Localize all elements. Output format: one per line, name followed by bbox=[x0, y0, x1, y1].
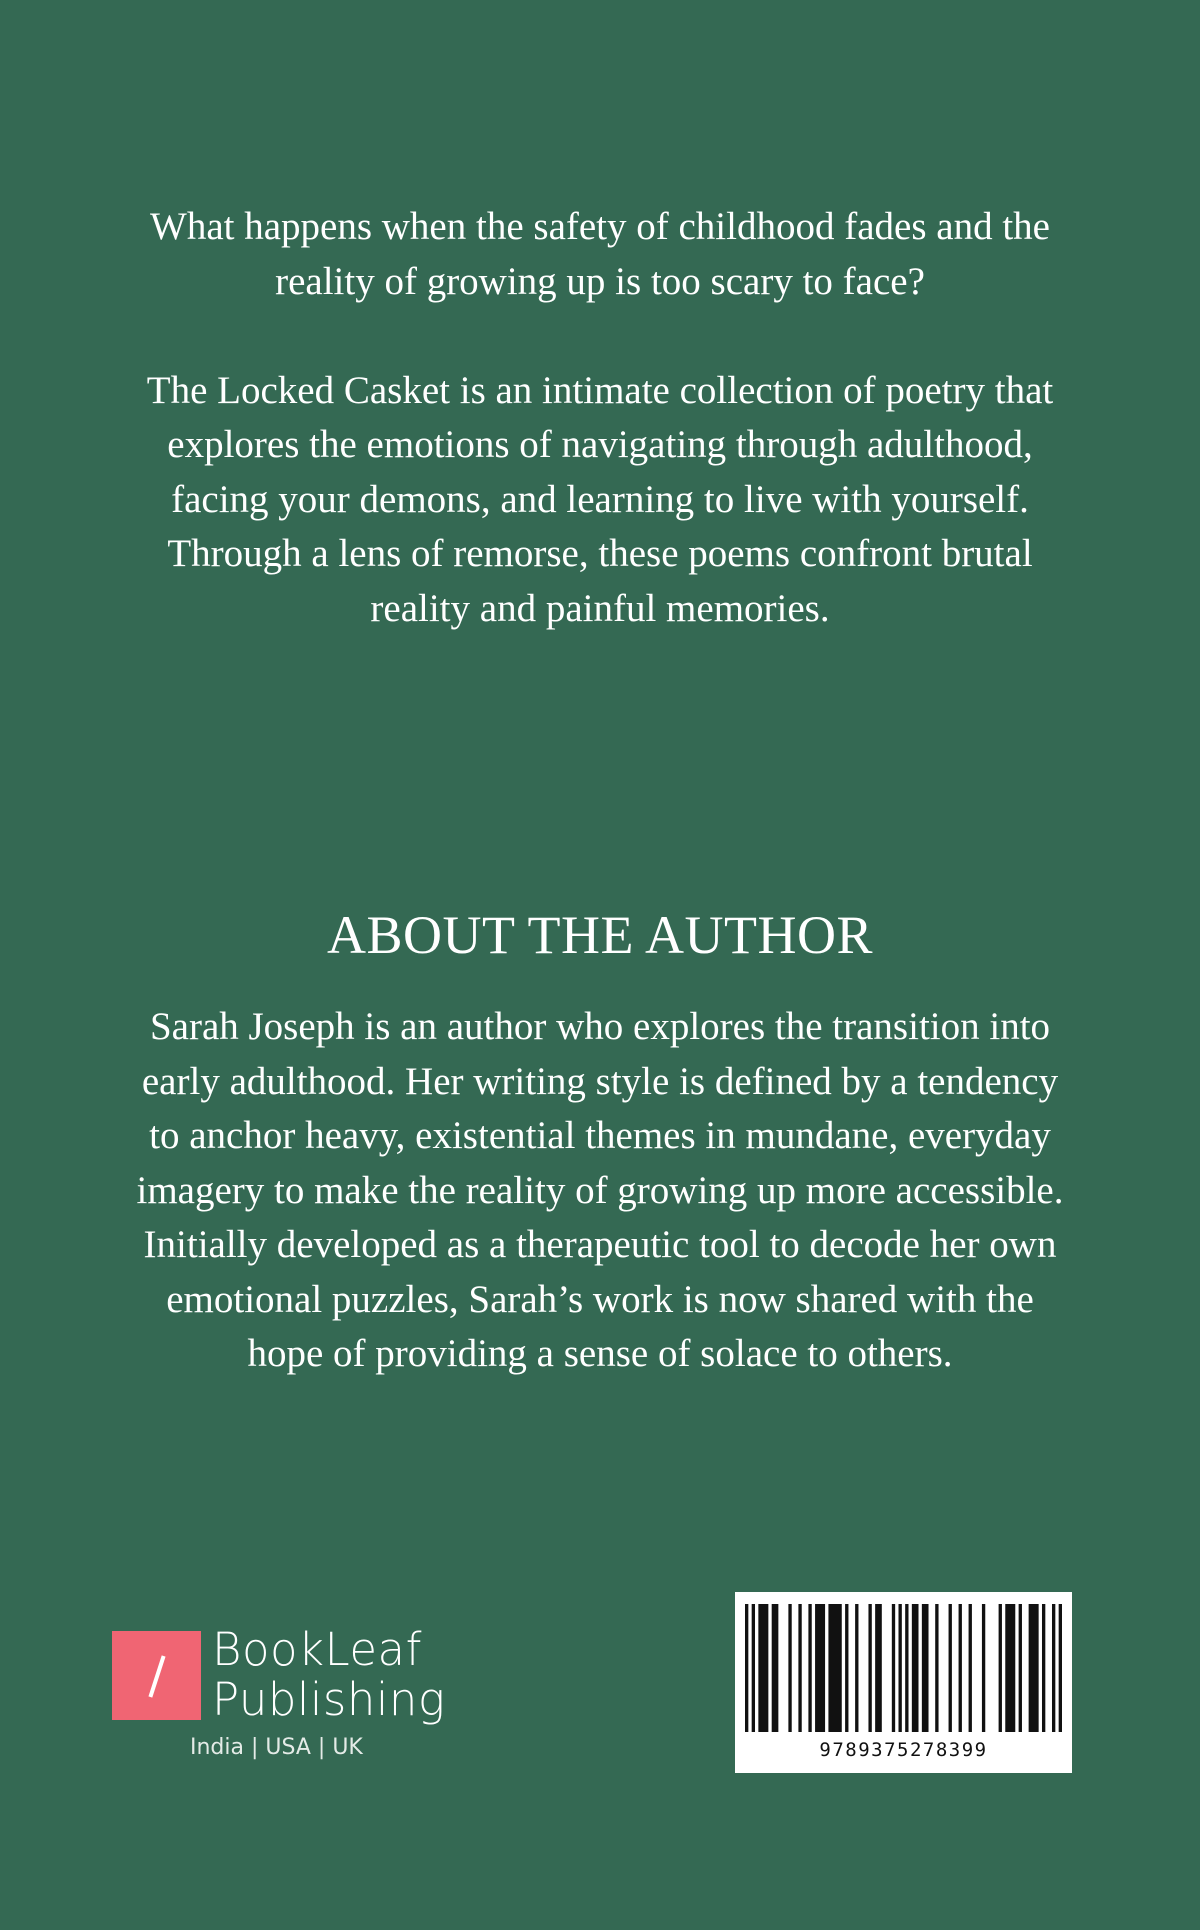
barcode-bar-17 bbox=[922, 1604, 929, 1732]
barcode-bar-2 bbox=[758, 1604, 768, 1732]
barcode-bar-5 bbox=[798, 1604, 801, 1732]
barcode-bar-8 bbox=[828, 1604, 841, 1732]
barcode-bar-15 bbox=[905, 1604, 908, 1732]
slash-logo-icon bbox=[112, 1631, 201, 1720]
about-author-text: Sarah Joseph is an author who explores the transition into early adulthood. Her writing style is defined by a tendency to anchor heavy, existential themes in mundane, everyday imagery to make the reality of growing up more accessible. Initially developed as a therapeutic tool to decode her own emotional puzzles, Sarah’s work is now shared with the hope of providing a sense of solace to others. bbox=[136, 1005, 1064, 1375]
barcode-bar-26 bbox=[1029, 1604, 1039, 1732]
barcode-bar-16 bbox=[912, 1604, 919, 1732]
blurb-paragraph-question: What happens when the safety of childhood fades and the reality of growing up is too scary to face? bbox=[150, 205, 1050, 303]
barcode-bar-27 bbox=[1042, 1604, 1045, 1732]
barcode-bar-21 bbox=[969, 1604, 972, 1732]
barcode-bar-1 bbox=[752, 1604, 755, 1732]
barcode-bar-29 bbox=[1059, 1604, 1062, 1732]
barcode-bar-11 bbox=[868, 1604, 871, 1732]
barcode-bar-10 bbox=[855, 1604, 858, 1732]
publisher-name bbox=[212, 1625, 445, 1725]
barcode-bar-20 bbox=[959, 1604, 962, 1732]
barcode-bar-22 bbox=[982, 1604, 985, 1732]
barcode-bar-7 bbox=[815, 1604, 825, 1732]
publisher-regions: India | USA | UK bbox=[190, 1735, 363, 1760]
barcode-bar-0 bbox=[745, 1604, 748, 1732]
barcode-bar-18 bbox=[935, 1604, 938, 1732]
barcode-bar-9 bbox=[845, 1604, 848, 1732]
barcode-bar-19 bbox=[949, 1604, 952, 1732]
publisher-name-line-2: Publishing bbox=[212, 1673, 446, 1726]
barcode-bar-14 bbox=[898, 1604, 901, 1732]
publisher-logo bbox=[112, 1625, 472, 1775]
isbn-number: 9789375278399 bbox=[819, 1739, 988, 1761]
barcode-bar-23 bbox=[999, 1604, 1002, 1732]
barcode-bar-13 bbox=[892, 1604, 895, 1732]
blurb-paragraph-description: The Locked Casket is an intimate collection of poetry that explores the emotions of navigating through adulthood, facing your demons, and learning to live with yourself. Through a lens of remorse, these poems confront brutal reality and painful memories. bbox=[146, 368, 1054, 630]
about-author-heading: ABOUT THE AUTHOR bbox=[326, 905, 874, 965]
barcode-bar-28 bbox=[1052, 1604, 1055, 1732]
barcode-bar-25 bbox=[1019, 1604, 1022, 1732]
book-blurb bbox=[130, 200, 1070, 636]
barcode-bars-icon bbox=[745, 1604, 1062, 1732]
barcode-bar-3 bbox=[772, 1604, 779, 1732]
isbn-barcode bbox=[735, 1592, 1072, 1773]
barcode-bar-6 bbox=[808, 1604, 811, 1732]
barcode-bar-12 bbox=[875, 1604, 882, 1732]
publisher-name-line-1: BookLeaf bbox=[212, 1623, 422, 1676]
barcode-bar-4 bbox=[788, 1604, 791, 1732]
barcode-bar-24 bbox=[1005, 1604, 1015, 1732]
